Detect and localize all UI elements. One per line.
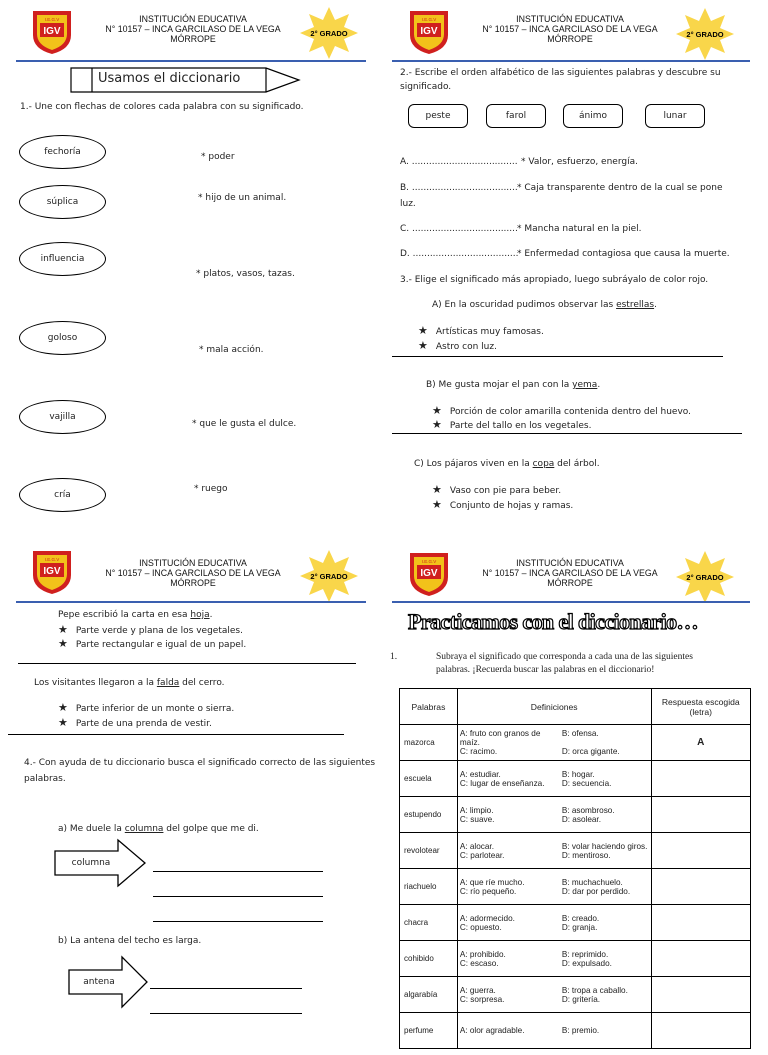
definitions-cell <box>457 725 651 761</box>
option-item: ★ Parte inferior de un monte o sierra. <box>58 701 235 714</box>
word-cell: cohibido <box>400 941 458 977</box>
school-header-text <box>88 14 298 44</box>
option-item: ★ Parte de una prenda de vestir. <box>58 716 212 729</box>
option-item: ★ Parte del tallo en los vegetales. <box>432 418 592 431</box>
worksheet-page-3 <box>0 543 384 1055</box>
option-a[interactable]: A: que ríe mucho. <box>459 877 525 887</box>
instruction-2-line-2: significado. <box>400 82 452 92</box>
page-title: Usamos el diccionario <box>98 71 241 86</box>
option-d[interactable]: D: mentiroso. <box>561 850 611 860</box>
sentence-falda: Los visitantes llegaron a la falda del cerro. <box>34 678 225 688</box>
star-bullet-icon: ★ <box>58 701 68 714</box>
star-bullet-icon: ★ <box>432 498 442 511</box>
order-line-label: C. ..................................... <box>400 224 518 234</box>
option-d[interactable]: D: granja. <box>561 922 598 932</box>
word-oval: goloso <box>19 321 106 355</box>
school-shield-logo <box>29 9 75 55</box>
star-bullet-icon: ★ <box>432 418 442 431</box>
meaning-text: * poder <box>201 152 235 162</box>
answer-cell[interactable] <box>651 761 751 797</box>
star-bullet-icon: ★ <box>58 716 68 729</box>
instruction-4-line-2: palabras. <box>24 774 66 784</box>
word-cell: mazorca <box>400 725 458 761</box>
word-oval: fechoría <box>19 135 106 169</box>
divider <box>8 734 344 735</box>
option-b[interactable]: B: ofensa. <box>561 729 599 738</box>
svg-text:I.E.G.V: I.E.G.V <box>421 559 437 564</box>
option-item: ★ Astro con luz. <box>418 339 497 352</box>
order-line-label: A. ..................................... <box>400 157 518 167</box>
table-instruction: Subraya el significado que corresponda a cada una de las siguientes palabras. ¡Recuerda buscar las palabras en el diccionario! <box>436 652 693 675</box>
sentence-b: B) Me gusta mojar el pan con la yema. <box>426 380 601 390</box>
header-line-2: N° 10157 – INCA GARCILASO DE LA VEGA <box>105 24 281 34</box>
word-oval: cría <box>19 478 106 512</box>
header-line-2: N° 10157 – INCA GARCILASO DE LA VEGA <box>105 568 281 578</box>
option-c[interactable]: C: racimo. <box>459 747 498 756</box>
arrow-word: antena <box>83 977 115 987</box>
option-d[interactable]: D: secuencia. <box>561 778 612 788</box>
divider <box>18 663 356 664</box>
option-b[interactable]: B: creado. <box>561 913 600 923</box>
option-d[interactable]: D: dar por perdido. <box>561 886 631 896</box>
answer-cell[interactable] <box>651 833 751 869</box>
vocabulary-table <box>399 688 751 1049</box>
definitions-cell <box>457 941 651 977</box>
option-a[interactable]: A: alocar. <box>459 841 494 851</box>
word-cell: chacra <box>400 905 458 941</box>
word-cell: escuela <box>400 761 458 797</box>
definitions-cell <box>457 833 651 869</box>
option-a[interactable]: A: adormecido. <box>459 913 515 923</box>
word-box: lunar <box>645 104 705 128</box>
header-line-1: INSTITUCIÓN EDUCATIVA <box>139 14 247 24</box>
sentence-columna: a) Me duele la columna del golpe que me di. <box>58 824 259 834</box>
star-bullet-icon: ★ <box>418 324 428 337</box>
order-line-definition: * Caja transparente dentro de la cual se pone <box>517 183 723 193</box>
header-line-1: INSTITUCIÓN EDUCATIVA <box>516 14 624 24</box>
option-b[interactable]: B: reprimido. <box>561 949 609 959</box>
header-line-1: INSTITUCIÓN EDUCATIVA <box>516 558 624 568</box>
option-b[interactable]: B: hogar. <box>561 769 595 779</box>
header-line-2: N° 10157 – INCA GARCILASO DE LA VEGA <box>482 24 658 34</box>
answer-line[interactable] <box>153 871 323 872</box>
order-line-definition: * Mancha natural en la piel. <box>517 224 642 234</box>
header-line-1: INSTITUCIÓN EDUCATIVA <box>139 558 247 568</box>
word-box: farol <box>486 104 546 128</box>
word-cell: perfume <box>400 1013 458 1049</box>
definitions-cell <box>457 761 651 797</box>
option-c[interactable]: C: suave. <box>459 814 495 824</box>
sentence-antena: b) La antena del techo es larga. <box>58 936 202 946</box>
option-d[interactable]: D: asolear. <box>561 814 601 824</box>
target-word: yema <box>572 380 598 390</box>
word-arrow-shape <box>54 839 146 887</box>
option-c[interactable]: C: opuesto. <box>459 922 502 932</box>
grade-label: 2° GRADO <box>310 28 348 38</box>
grade-label: 2° GRADO <box>686 29 724 39</box>
option-a[interactable]: A: guerra. <box>459 985 496 995</box>
meaning-text: * ruego <box>194 484 228 494</box>
sentence-a: A) En la oscuridad pudimos observar las estrellas. <box>432 300 657 310</box>
option-c[interactable]: C: río pequeño. <box>459 886 517 896</box>
grade-label: 2° GRADO <box>686 572 724 582</box>
option-item: ★ Vaso con pie para beber. <box>432 483 562 496</box>
order-line-label: D. ..................................... <box>400 249 519 259</box>
option-a[interactable]: A: olor agradable. <box>459 1026 525 1035</box>
option-a[interactable]: A: estudiar. <box>459 769 501 779</box>
instruction-2-line-1: 2.- Escribe el orden alfabético de las siguientes palabras y descubre su <box>400 68 721 78</box>
answer-cell[interactable] <box>651 905 751 941</box>
target-word: falda <box>156 678 180 688</box>
star-bullet-icon: ★ <box>418 339 428 352</box>
option-item: ★ Conjunto de hojas y ramas. <box>432 498 574 511</box>
grade-star-badge <box>298 549 360 603</box>
option-item: ★ Parte rectangular e igual de un papel. <box>58 637 247 650</box>
page-title: Practicamos con el diccionario… <box>408 609 698 634</box>
column-header-answer: Respuesta escogida (letra) <box>651 689 751 725</box>
table-header-row <box>400 689 751 725</box>
star-bullet-icon: ★ <box>432 404 442 417</box>
target-word: hoja <box>190 610 210 620</box>
header-rule <box>392 601 750 603</box>
instruction-3: 3.- Elige el significado más apropiado, luego subráyalo de color rojo. <box>400 275 709 285</box>
header-line-3: MÓRROPE <box>170 34 216 44</box>
target-word: estrellas <box>616 300 655 310</box>
option-item: ★ Porción de color amarilla contenida dentro del huevo. <box>432 404 691 417</box>
header-line-3: MÓRROPE <box>547 578 593 588</box>
worksheet-page-1 <box>0 0 384 512</box>
option-d[interactable]: D: orca gigante. <box>561 747 620 756</box>
sentence-c: C) Los pájaros viven en la copa del árbol. <box>414 459 600 469</box>
option-b[interactable]: B: muchachuelo. <box>561 877 623 887</box>
grade-star-badge <box>674 7 736 61</box>
option-c[interactable]: C: parlotear. <box>459 850 505 860</box>
header-rule <box>16 601 366 603</box>
table-row <box>400 797 751 833</box>
meaning-text: * mala acción. <box>199 345 264 355</box>
svg-text:IGV: IGV <box>420 568 438 579</box>
order-line-continuation: luz. <box>400 199 416 209</box>
answer-cell[interactable] <box>651 1013 751 1049</box>
answer-line[interactable] <box>150 988 302 989</box>
svg-text:I.E.G.V: I.E.G.V <box>421 17 437 22</box>
school-shield-logo <box>29 549 75 595</box>
star-bullet-icon: ★ <box>58 637 68 650</box>
divider <box>392 433 742 434</box>
option-c[interactable]: C: lugar de enseñanza. <box>459 778 545 788</box>
divider <box>392 356 723 357</box>
instruction-4-line-1: 4.- Con ayuda de tu diccionario busca el significado correcto de las siguientes <box>24 758 376 768</box>
worksheet-page-4 <box>384 543 768 1055</box>
answer-line[interactable] <box>153 921 323 922</box>
star-bullet-icon: ★ <box>58 623 68 636</box>
school-header-text <box>465 558 675 588</box>
word-cell: algarabía <box>400 977 458 1013</box>
title-banner <box>70 66 302 94</box>
svg-text:I.E.G.V: I.E.G.V <box>44 557 60 562</box>
option-b[interactable]: B: tropa a caballo. <box>561 985 628 995</box>
order-line-label: B. ..................................... <box>400 183 518 193</box>
header-rule <box>392 60 750 62</box>
table-row <box>400 725 751 761</box>
answer-cell[interactable] <box>651 941 751 977</box>
svg-text:IGV: IGV <box>43 566 61 577</box>
answer-line[interactable] <box>153 896 323 897</box>
definitions-cell <box>457 869 651 905</box>
definitions-cell <box>457 797 651 833</box>
target-word: columna <box>124 824 164 834</box>
word-oval: influencia <box>19 242 106 276</box>
grade-star-badge <box>674 550 736 604</box>
answer-cell[interactable]: A <box>651 725 751 761</box>
header-line-3: MÓRROPE <box>547 34 593 44</box>
meaning-text: * que le gusta el dulce. <box>192 419 297 429</box>
order-line-definition: * Enfermedad contagiosa que causa la muerte. <box>517 249 730 259</box>
answer-cell[interactable] <box>651 869 751 905</box>
table-row <box>400 905 751 941</box>
svg-text:IGV: IGV <box>43 26 61 37</box>
header-line-2: N° 10157 – INCA GARCILASO DE LA VEGA <box>482 568 658 578</box>
option-item: ★ Artísticas muy famosas. <box>418 324 544 337</box>
word-cell: revolotear <box>400 833 458 869</box>
word-cell: estupendo <box>400 797 458 833</box>
school-shield-logo <box>406 551 452 597</box>
definitions-cell <box>457 977 651 1013</box>
table-row <box>400 869 751 905</box>
answer-line[interactable] <box>150 1013 302 1014</box>
grade-label: 2° GRADO <box>310 571 348 581</box>
table-row <box>400 1013 751 1049</box>
header-rule <box>16 60 366 62</box>
arrow-word: columna <box>71 858 111 868</box>
school-header-text <box>88 558 298 588</box>
table-row <box>400 833 751 869</box>
option-item: ★ Parte verde y plana de los vegetales. <box>58 623 243 636</box>
word-cell: riachuelo <box>400 869 458 905</box>
word-oval: vajilla <box>19 400 106 434</box>
option-b[interactable]: B: asombroso. <box>561 805 615 815</box>
word-box: ánimo <box>563 104 623 128</box>
table-row <box>400 941 751 977</box>
order-line-definition: * Valor, esfuerzo, energía. <box>521 157 638 167</box>
table-row <box>400 761 751 797</box>
meaning-text: * platos, vasos, tazas. <box>196 269 295 279</box>
svg-text:I.E.G.V: I.E.G.V <box>44 17 60 22</box>
answer-cell[interactable] <box>651 977 751 1013</box>
option-b[interactable]: B: premio. <box>561 1026 600 1035</box>
word-box: peste <box>408 104 468 128</box>
grade-star-badge <box>298 6 360 60</box>
column-header-words: Palabras <box>400 689 458 725</box>
word-oval: súplica <box>19 185 106 219</box>
option-c[interactable]: C: sorpresa. <box>459 994 505 1004</box>
header-line-3: MÓRROPE <box>170 578 216 588</box>
option-b[interactable]: B: volar haciendo giros. <box>561 841 648 851</box>
answer-cell[interactable] <box>651 797 751 833</box>
school-shield-logo <box>406 9 452 55</box>
sentence-hoja: Pepe escribió la carta en esa hoja. <box>58 610 213 620</box>
instruction-1: 1.- Une con flechas de colores cada palabra con su significado. <box>20 102 304 112</box>
option-a[interactable]: A: limpio. <box>459 805 494 815</box>
inst-number: 1. <box>390 652 398 662</box>
option-c[interactable]: C: escaso. <box>459 958 499 968</box>
column-header-definitions: Definiciones <box>457 689 651 725</box>
star-bullet-icon: ★ <box>432 483 442 496</box>
word-arrow-shape <box>68 956 148 1008</box>
option-d[interactable]: D: expulsado. <box>561 958 612 968</box>
target-word: copa <box>532 459 555 469</box>
worksheet-page-2 <box>384 0 768 512</box>
school-header-text <box>465 14 675 44</box>
table-row <box>400 977 751 1013</box>
option-a[interactable]: A: fruto con granos de maíz. <box>459 729 541 747</box>
definitions-cell <box>457 905 651 941</box>
meaning-text: * hijo de un animal. <box>198 193 287 203</box>
option-a[interactable]: A: prohibido. <box>459 949 506 959</box>
option-d[interactable]: D: gritería. <box>561 994 601 1004</box>
svg-text:IGV: IGV <box>420 26 438 37</box>
definitions-cell <box>457 1013 651 1049</box>
